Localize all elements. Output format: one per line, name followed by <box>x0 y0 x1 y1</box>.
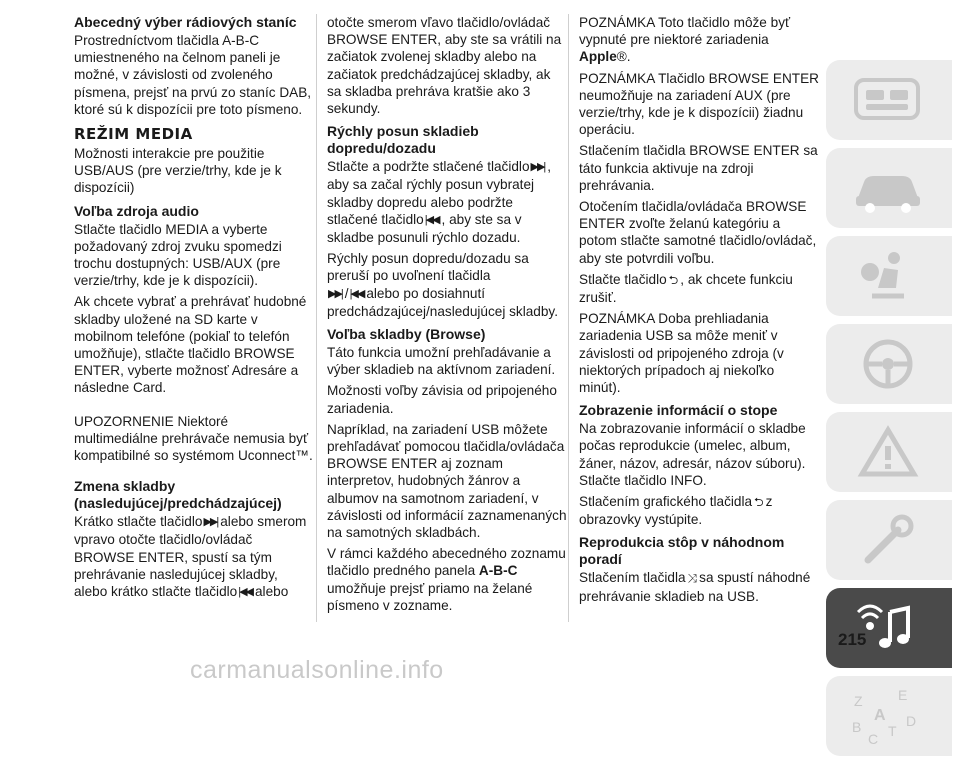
index-letter: E <box>898 687 908 703</box>
alphabet-index-icon <box>848 686 928 746</box>
text-column-3 <box>579 14 819 609</box>
index-letter: A <box>874 707 886 724</box>
text: z obrazovky vystúpite. <box>579 494 773 528</box>
paragraph <box>74 513 314 601</box>
text: Krátko stlačte tlačidlo <box>74 514 203 530</box>
paragraph <box>327 158 567 246</box>
shuffle-icon: ⤨ <box>687 571 698 586</box>
wrench-icon <box>848 510 928 570</box>
text: Rýchly posun dopredu/dozadu sa preruší po uvoľnení tlačidla <box>327 251 529 284</box>
paragraph: Napríklad, na zariadení USB môžete prehľadávať pomocou tlačidla/ovládača BROWSE ENTER aj zoznam interpretov, hudobných žánrov a albumov na samotnom zariadení, v závislosti od informácií zaznamenaných na samotných skladbách. <box>327 421 567 541</box>
paragraph <box>327 250 567 320</box>
previous-track-icon: |◀◀ <box>349 287 364 300</box>
column-divider <box>316 14 317 622</box>
text: Stlačením tlačidla <box>579 570 686 586</box>
chapter-tab-index[interactable] <box>826 676 952 756</box>
heading-audio-source: Voľba zdroja audio <box>74 202 199 219</box>
car-icon <box>848 158 928 218</box>
chapter-tab-multimedia[interactable] <box>826 588 952 668</box>
text: POZNÁMKA Toto tlačidlo môže byť vypnuté pre niektoré zariadenia <box>579 15 791 48</box>
brand-name: Apple <box>579 49 617 65</box>
paragraph: Ak chcete vybrať a prehrávať hudobné skladby uložené na SD karte v mobilnom telefóne (pokiaľ to telefón umožňuje), stlačte tlačidlo BROWSE ENTER, vyberte možnosť Adresáre a následne Card. <box>74 294 307 396</box>
chapter-tab-driving[interactable] <box>826 324 952 404</box>
text: alebo po dosiahnutí predchádzajúcej/nasledujúcej skladby. <box>327 285 558 319</box>
note <box>579 14 819 66</box>
heading-alphabetical-selection: Abecedný výber rádiových staníc <box>74 14 297 30</box>
text: sa spustí náhodné prehrávanie skladieb na USB. <box>579 570 811 604</box>
paragraph <box>579 569 819 604</box>
text: alebo <box>255 584 289 600</box>
text: Stlačte a podržte stlačené tlačidlo <box>327 159 530 175</box>
text: , ak chcete funkciu zrušiť. <box>579 271 793 306</box>
text-column-2 <box>327 14 567 618</box>
note: POZNÁMKA Tlačidlo BROWSE ENTER neumožňuje na zariadení AUX (pre verzie/trhy, kde je k dispozícii) žiadnu operáciu. <box>579 70 819 138</box>
heading-browse: Voľba skladby (Browse) <box>327 326 486 343</box>
heading-track-info: Zobrazenie informácií o stope <box>579 402 778 419</box>
back-arrow-icon: ⮌ <box>754 495 764 510</box>
paragraph <box>327 545 567 614</box>
chapter-tab-sidebar <box>826 60 952 764</box>
chapter-tab-dashboard[interactable] <box>826 60 952 140</box>
paragraph: Možnosti voľby závisia od pripojeného zariadenia. <box>327 383 557 416</box>
chapter-tab-emergency[interactable] <box>826 412 952 492</box>
note: POZNÁMKA Doba prehliadania zariadenia USB sa môže meniť v závislosti od pripojeného zdroja (v niektorých prípadoch aj niekoľko minút). <box>579 311 784 396</box>
chapter-tab-car[interactable] <box>826 148 952 228</box>
text: ®. <box>616 49 631 65</box>
previous-track-icon: |◀◀ <box>424 213 439 226</box>
heading-track-change: Zmena skladby (nasledujúcej/predchádzajúcej) <box>74 478 282 512</box>
index-letter: Z <box>854 693 863 709</box>
index-letter: C <box>868 731 879 746</box>
paragraph: Možnosti interakcie pre použitie USB/AUS (pre verzie/trhy, kde je k dispozícii) <box>74 146 282 196</box>
section-title-media-mode: REŽIM MEDIA <box>74 125 193 144</box>
button-label-abc: A-B-C <box>478 563 518 579</box>
next-track-icon: ▶▶| <box>530 161 545 174</box>
column-divider <box>568 14 569 622</box>
heading-fast-seek: Rýchly posun skladieb dopredu/dozadu <box>327 123 479 157</box>
chapter-tab-maintenance[interactable] <box>826 500 952 580</box>
paragraph: Táto funkcia umožní prehľadávanie a výber skladieb na aktívnom zariadení. <box>327 345 556 378</box>
paragraph: Prostredníctvom tlačidla A-B-C umiestneného na čelnom paneli je možné, v závislosti od zvoleného písmena, prejsť na prvú zo staníc DAB, ktoré sú k dispozícii pre toto písmeno. <box>74 33 312 117</box>
dashboard-icon <box>848 70 928 130</box>
page-number: 215 <box>838 630 867 649</box>
text: V rámci každého abecedného zoznamu tlačidlo predného panela <box>327 546 566 579</box>
index-letter: B <box>852 719 862 735</box>
text: alebo smerom vpravo otočte tlačidlo/ovládač BROWSE ENTER, spustí sa tým prehrávanie nasledujúcej skladby, alebo krátko stlačte tlačidlo <box>74 514 307 600</box>
paragraph <box>579 271 819 306</box>
paragraph: Na zobrazovanie informácií o skladbe počas reprodukcie (umelec, album, žáner, názov, adresár, názov súboru). Stlačte tlačidlo INFO. <box>579 421 806 488</box>
heading-shuffle: Reprodukcia stôp v náhodnom poradí <box>579 534 785 568</box>
paragraph: Stlačením tlačidla BROWSE ENTER sa táto funkcia aktivuje na zdroji prehrávania. <box>579 143 818 193</box>
paragraph: Otočením tlačidla/ovládača BROWSE ENTER zvoľte želanú kategóriu a potom stlačte samotné tlačidlo/ovládač, aby ste potvrdili voľbu. <box>579 199 817 266</box>
paragraph: otočte smerom vľavo tlačidlo/ovládač BROWSE ENTER, aby ste sa vrátili na začiatok zvolenej skladby alebo na začiatok predchádzajúcej skladby, ak sa skladba prehráva kratšie ako 3 sekundy. <box>327 15 562 117</box>
text-column-1 <box>74 14 314 605</box>
airbag-seat-icon <box>848 246 928 306</box>
warning-note: UPOZORNENIE Niektoré multimediálne prehrávače nemusia byť kompatibilné so systémom Uconnect™. <box>74 413 313 464</box>
back-arrow-icon: ⮌ <box>668 272 679 287</box>
index-letter: D <box>906 713 917 729</box>
next-track-icon: ▶▶| <box>203 516 218 529</box>
previous-track-icon: |◀◀ <box>238 586 252 599</box>
steering-wheel-icon <box>848 334 928 394</box>
paragraph: Stlačte tlačidlo MEDIA a vyberte požadovaný zdroj zvuku spomedzi trochu dostupných: USB/AUX (pre verzie/trhy, kde je k dispozícii). <box>74 221 282 289</box>
text: Stlačte tlačidlo <box>579 271 667 287</box>
paragraph <box>579 493 819 528</box>
index-letter: T <box>888 723 897 739</box>
text: , aby ste sa v skladbe posunuli rýchlo dozadu. <box>327 211 522 246</box>
text: Stlačením grafického tlačidla <box>579 494 753 510</box>
text: umožňuje prejsť priamo na želané písmeno v zozname. <box>327 580 533 613</box>
text: , aby sa začal rýchly posun vybratej skladby dopredu alebo podržte stlačené tlačidlo <box>327 159 552 227</box>
watermark: carmanualsonline.info <box>190 656 444 684</box>
chapter-tab-safety[interactable] <box>826 236 952 316</box>
warning-triangle-icon <box>848 422 928 482</box>
next-track-icon: ▶▶| <box>328 287 342 300</box>
text: / <box>344 285 349 301</box>
